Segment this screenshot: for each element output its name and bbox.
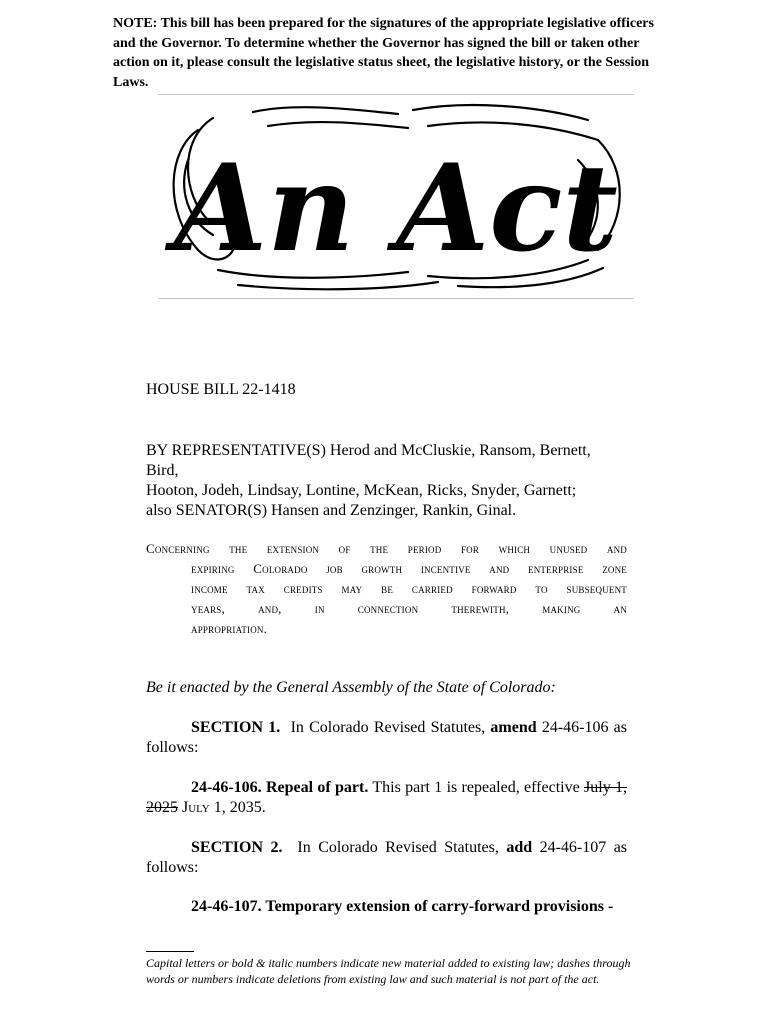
repeal-label: 24-46-106. Repeal of part.: [191, 779, 369, 796]
section-2: [146, 838, 627, 878]
section-1-text-a: In Colorado Revised Statutes,: [290, 719, 486, 736]
logo-lettering: An Act: [174, 138, 618, 279]
section-2-text-c: follows:: [146, 859, 199, 876]
repeal-struck-date-b: 2025: [146, 799, 178, 816]
concerning-title: [146, 539, 627, 639]
footnote-rule: [146, 951, 194, 952]
section-1-text-c: follows:: [146, 739, 199, 756]
section-2-text-b: 24-46-107 as: [539, 839, 628, 856]
sponsors-line-3: also SENATOR(S) Hansen and Zenzinger, Rankin, Ginal.: [146, 502, 517, 519]
section-heading-text: 24-46-107. Temporary extension of carry-forward provisions -: [191, 898, 614, 915]
section-2-label: SECTION 2.: [191, 839, 283, 856]
concerning-line-5: appropriation.: [191, 621, 268, 636]
repeal-text: This part 1 is repealed, effective: [372, 779, 580, 796]
section-1-label: SECTION 1.: [191, 719, 281, 736]
enacting-clause: Be it enacted by the General Assembly of the State of Colorado:: [146, 679, 556, 696]
top-divider: [158, 94, 634, 95]
sponsors-line-1: BY REPRESENTATIVE(S) Herod and McCluskie, Ransom, Bernett, Bird,: [146, 442, 591, 479]
concerning-line-1: Concerning the extension of the period for which unused and: [146, 541, 627, 556]
repeal-paragraph: [146, 778, 627, 818]
section-heading: [146, 898, 627, 916]
section-2-text-a: In Colorado Revised Statutes,: [297, 839, 499, 856]
concerning-line-3: income tax credits may be carried forward to subsequent: [191, 581, 627, 596]
repeal-new-month: July: [182, 799, 210, 816]
sponsors-line-2: Hooton, Jodeh, Lindsay, Lontine, McKean, Ricks, Snyder, Garnett;: [146, 482, 577, 499]
concerning-line-4: years, and, in connection therewith, making an: [191, 601, 627, 616]
section-1-verb: amend: [490, 719, 537, 736]
footnote: Capital letters or bold & italic numbers indicate new material added to existing law; dashes through words or numbers indicate deletions from existing law and such material is not part of the act.: [146, 956, 631, 986]
concerning-line-2: expiring Colorado job growth incentive and enterprise zone: [191, 561, 627, 576]
sponsors: [146, 441, 627, 521]
repeal-struck-date-a: July 1,: [584, 779, 627, 796]
section-1: [146, 718, 627, 758]
logo-bottom-divider: [158, 298, 634, 299]
section-1-text-b: 24-46-106 as: [541, 719, 628, 736]
bill-number: HOUSE BILL 22-1418: [146, 381, 296, 398]
repeal-date-rest: 1, 2035.: [213, 799, 266, 816]
section-2-verb: add: [506, 839, 533, 856]
signature-note: NOTE: This bill has been prepared for the signatures of the appropriate legislative officers and the Governor. To determine whether the Governor has signed the bill or taken other action on it, please consult the legislative status sheet, the legislative history, or the Session Laws.: [113, 16, 654, 90]
an-act-logo: [158, 100, 634, 292]
